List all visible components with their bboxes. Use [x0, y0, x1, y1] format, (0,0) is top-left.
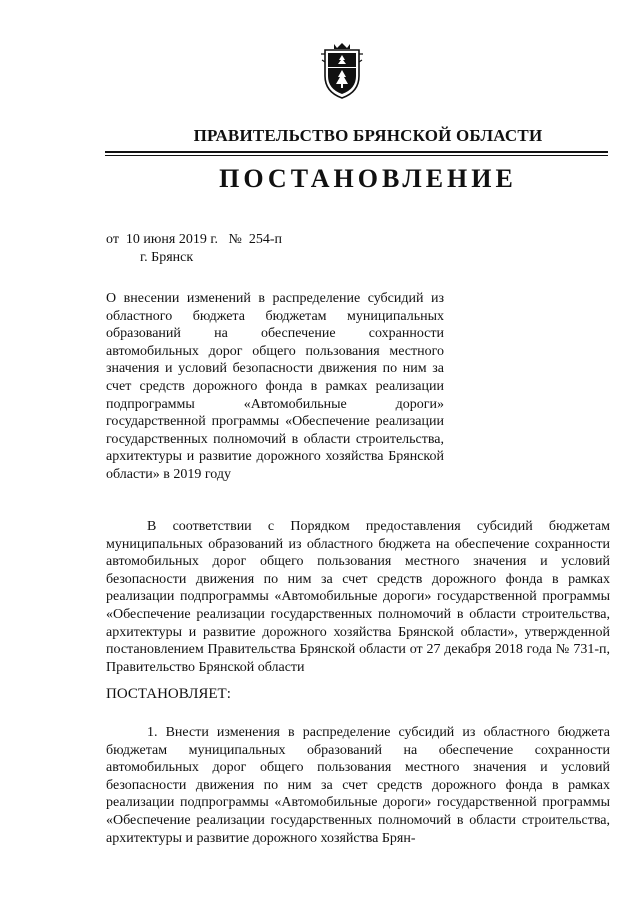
- government-title: ПРАВИТЕЛЬСТВО БРЯНСКОЙ ОБЛАСТИ: [193, 126, 543, 145]
- header-rule-thin: [105, 155, 608, 156]
- document-subject: О внесении изменений в распределение субсидий из областного бюджета бюджетам муниципальных образований на обеспечение сохранности автомобильных дорог общего пользования местного значения и условий безопасности движения по ним за счет средств дорожного фонда в рамках реализации подпрограммы «Автомобильные дороги» государственной программы «Обеспечение реализации государственных полномочий в области строительства, архитектуры и развитие дорожного хозяйства Брянской области» в 2019 году: [106, 291, 444, 482]
- coat-of-arms-emblem: [319, 40, 365, 102]
- resolves-label: ПОСТАНОВЛЯЕТ:: [106, 686, 231, 702]
- date-and-number: от 10 июня 2019 г. № 254-п: [106, 232, 282, 247]
- header-rule-thick: [105, 151, 608, 153]
- city-label: г. Брянск: [140, 250, 194, 265]
- document-type-heading: ПОСТАНОВЛЕНИЕ: [219, 164, 517, 193]
- preamble-paragraph: В соответствии с Порядком предоставления субсидий бюджетам муниципальных образований из областного бюджета на обеспечение сохранности автомобильных дорог общего пользования местного значения и условий безопасности движения по ним за счет средств дорожного фонда в рамках реализации подпрограммы «Автомобильные дороги» государственной программы «Обеспечение реализации государственных полномочий в области строительства, архитектуры и развитие дорожного хозяйства Брянской области», утвержденной постановлением Правительства Брянской области от 27 декабря 2018 года № 731-п, Правительство Брянской области: [106, 519, 610, 675]
- item-1-paragraph: 1. Внести изменения в распределение субсидий из областного бюджета бюджетам муниципальных образований на обеспечение сохранности автомобильных дорог общего пользования местного значения и условий безопасности движения по ним за счет средств дорожного фонда в рамках реализации подпрограммы «Автомобильные дороги» государственной программы «Обеспечение реализации государственных полномочий в области строительства, архитектуры и развитие дорожного хозяйства Брян-: [106, 725, 610, 846]
